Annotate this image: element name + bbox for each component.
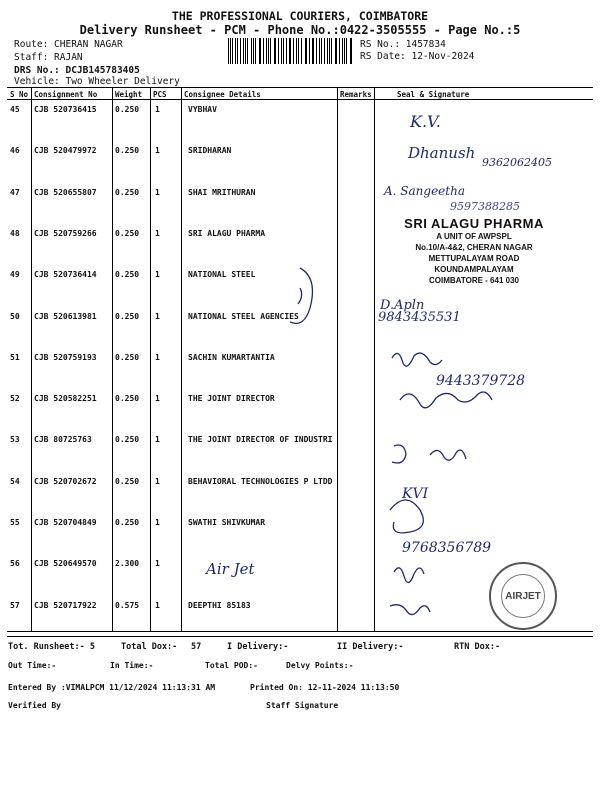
signature-row-46-phone: 9362062405: [482, 156, 552, 169]
cell-consignee: THE JOINT DIRECTOR: [188, 394, 275, 403]
i-delivery: I Delivery:-: [227, 642, 289, 652]
company-title: THE PROFESSIONAL COURIERS, COIMBATORE: [171, 9, 429, 23]
cell-pcs: 1: [155, 353, 160, 362]
cell-weight: 0.250: [115, 353, 140, 362]
staff-signature: Staff Signature: [266, 701, 339, 710]
cell-consignment: CJB 520613981: [34, 312, 97, 321]
cell-pcs: 1: [155, 270, 160, 279]
total-pod: Total POD:-: [205, 661, 258, 670]
cell-pcs: 1: [155, 229, 160, 238]
cell-consignment: CJB 80725763: [34, 435, 92, 444]
cell-pcs: 1: [155, 559, 160, 568]
cell-weight: 0.250: [115, 477, 140, 486]
handwritten-consignee-row-56: Air Jet: [206, 560, 255, 578]
cell-consignment: CJB 520704849: [34, 518, 97, 527]
cell-consignee: SACHIN KUMARTANTIA: [188, 353, 275, 362]
cell-pcs: 1: [155, 435, 160, 444]
rs-date: RS Date: 12-Nov-2024: [360, 51, 475, 62]
cell-sno: 56: [10, 559, 20, 568]
cell-weight: 0.250: [115, 518, 140, 527]
pen-stroke: [430, 450, 466, 460]
cell-sno: 52: [10, 394, 20, 403]
cell-sno: 55: [10, 518, 20, 527]
route: Route: CHERAN NAGAR: [14, 39, 123, 50]
staff: Staff: RAJAN: [14, 52, 83, 63]
cell-pcs: 1: [155, 188, 160, 197]
cell-consignment: CJB 520717922: [34, 601, 97, 610]
signature-row-47-phone: 9597388285: [450, 200, 520, 213]
cell-pcs: 1: [155, 146, 160, 155]
printed-on: Printed On: 12-11-2024 11:13:50: [250, 683, 400, 692]
col-header-consignee: Consignee Details: [184, 90, 261, 99]
verified-by: Verified By: [8, 701, 61, 710]
airjet-round-stamp: [489, 562, 557, 630]
cell-consignee: BEHAVIORAL TECHNOLOGIES P LTDD: [188, 477, 333, 486]
stamp-line: A UNIT OF AWPSPL: [436, 232, 512, 241]
cell-sno: 45: [10, 105, 20, 114]
ii-delivery: II Delivery:-: [337, 642, 404, 652]
col-header-seal-signature: Seal & Signature: [397, 90, 470, 99]
signature-row-54: KVI: [402, 486, 429, 502]
col-header-remarks: Remarks: [340, 90, 372, 99]
cell-pcs: 1: [155, 518, 160, 527]
cell-weight: 0.250: [115, 105, 140, 114]
stamp-line: KOUNDAMPALAYAM: [434, 265, 514, 274]
signature-row-47: A. Sangeetha: [384, 184, 465, 198]
total-dox-value: 57: [191, 642, 202, 652]
cell-sno: 46: [10, 146, 20, 155]
tot-runsheet: Tot. Runsheet:- 5: [8, 642, 95, 652]
footer-rule: [7, 636, 593, 637]
cell-consignment: CJB 520582251: [34, 394, 97, 403]
pharmacy-seal-stamp: [374, 217, 574, 293]
drs-number: DRS No.: DCJB145783405: [14, 65, 140, 76]
cell-weight: 0.575: [115, 601, 140, 610]
cell-weight: 2.300: [115, 559, 140, 568]
col-header-weight: Weight: [115, 90, 143, 99]
signature-row-46: Dhanush: [408, 144, 476, 162]
cell-pcs: 1: [155, 312, 160, 321]
cell-sno: 48: [10, 229, 20, 238]
cell-consignment: CJB 520655807: [34, 188, 97, 197]
cell-pcs: 1: [155, 601, 160, 610]
signature-row-55-phone: 9768356789: [402, 540, 492, 556]
cell-consignment: CJB 520736414: [34, 270, 97, 279]
airjet-stamp-center: AIRJET: [501, 574, 545, 618]
cell-consignment: CJB 520759193: [34, 353, 97, 362]
pen-stroke: [400, 392, 492, 408]
cell-weight: 0.250: [115, 229, 140, 238]
stamp-line: SRI ALAGU PHARMA: [404, 216, 544, 231]
pen-stroke: [390, 605, 430, 615]
cell-sno: 53: [10, 435, 20, 444]
stamp-line: METTUPALAYAM ROAD: [428, 254, 520, 263]
col-header-sno: S No: [10, 90, 29, 99]
cell-consignee: SWATHI SHIVKUMAR: [188, 518, 266, 527]
cell-consignment: CJB 520736415: [34, 105, 97, 114]
cell-consignee: DEEPTHI 85183: [188, 601, 251, 610]
cell-sno: 50: [10, 312, 20, 321]
cell-weight: 0.250: [115, 270, 140, 279]
col-header-pcs: PCS: [153, 90, 167, 99]
cell-consignee: NATIONAL STEEL: [188, 270, 256, 279]
cell-pcs: 1: [155, 105, 160, 114]
cell-sno: 47: [10, 188, 20, 197]
cell-sno: 49: [10, 270, 20, 279]
stamp-line: No.10/A-4&2, CHERAN NAGAR: [415, 243, 533, 252]
cell-consignee: VYBHAV: [188, 105, 217, 114]
pen-stroke: [392, 353, 442, 366]
cell-consignee: SRI ALAGU PHARMA: [188, 229, 266, 238]
pen-stroke: [392, 445, 406, 463]
pen-stroke: [298, 288, 302, 304]
cell-sno: 51: [10, 353, 20, 362]
cell-consignee: SRIDHARAN: [188, 146, 232, 155]
cell-consignee: SHAI MRITHURAN: [188, 188, 256, 197]
signature-row-45: K.V.: [410, 112, 441, 131]
cell-weight: 0.250: [115, 394, 140, 403]
cell-consignee: THE JOINT DIRECTOR OF INDUSTRI: [188, 435, 333, 444]
signature-row-51-phone: 9443379728: [436, 373, 526, 389]
cell-sno: 54: [10, 477, 20, 486]
rs-number: RS No.: 1457834: [360, 39, 446, 50]
cell-consignee: NATIONAL STEEL AGENCIES: [188, 312, 299, 321]
delvy-points: Delvy Points:-: [286, 661, 354, 670]
rtn-dox: RTN Dox:-: [454, 642, 501, 652]
stamp-line: COIMBATORE - 641 030: [429, 276, 519, 285]
entered-by: Entered By :VIMALPCM 11/12/2024 11:13:31 AM: [8, 683, 216, 692]
cell-consignment: CJB 520649570: [34, 559, 97, 568]
cell-consignment: CJB 520759266: [34, 229, 97, 238]
total-dox-label: Total Dox:-: [121, 642, 178, 652]
cell-consignment: CJB 520479972: [34, 146, 97, 155]
cell-sno: 57: [10, 601, 20, 610]
cell-consignment: CJB 520702672: [34, 477, 97, 486]
in-time: In Time:-: [110, 661, 154, 670]
cell-weight: 0.250: [115, 312, 140, 321]
cell-weight: 0.250: [115, 188, 140, 197]
cell-pcs: 1: [155, 394, 160, 403]
out-time: Out Time:-: [8, 661, 57, 670]
runsheet-subtitle: Delivery Runsheet - PCM - Phone No.:0422-3505555 - Page No.:5: [79, 23, 521, 37]
signature-row-50-phone: 9843435531: [378, 310, 461, 325]
pen-stroke: [390, 500, 423, 533]
cell-weight: 0.250: [115, 435, 140, 444]
cell-weight: 0.250: [115, 146, 140, 155]
pen-stroke: [394, 568, 424, 583]
vehicle: Vehicle: Two Wheeler Delivery: [14, 76, 180, 87]
cell-pcs: 1: [155, 477, 160, 486]
col-header-consignment: Consignment No: [34, 90, 98, 99]
signature-row-50: D.Apln: [380, 298, 425, 313]
